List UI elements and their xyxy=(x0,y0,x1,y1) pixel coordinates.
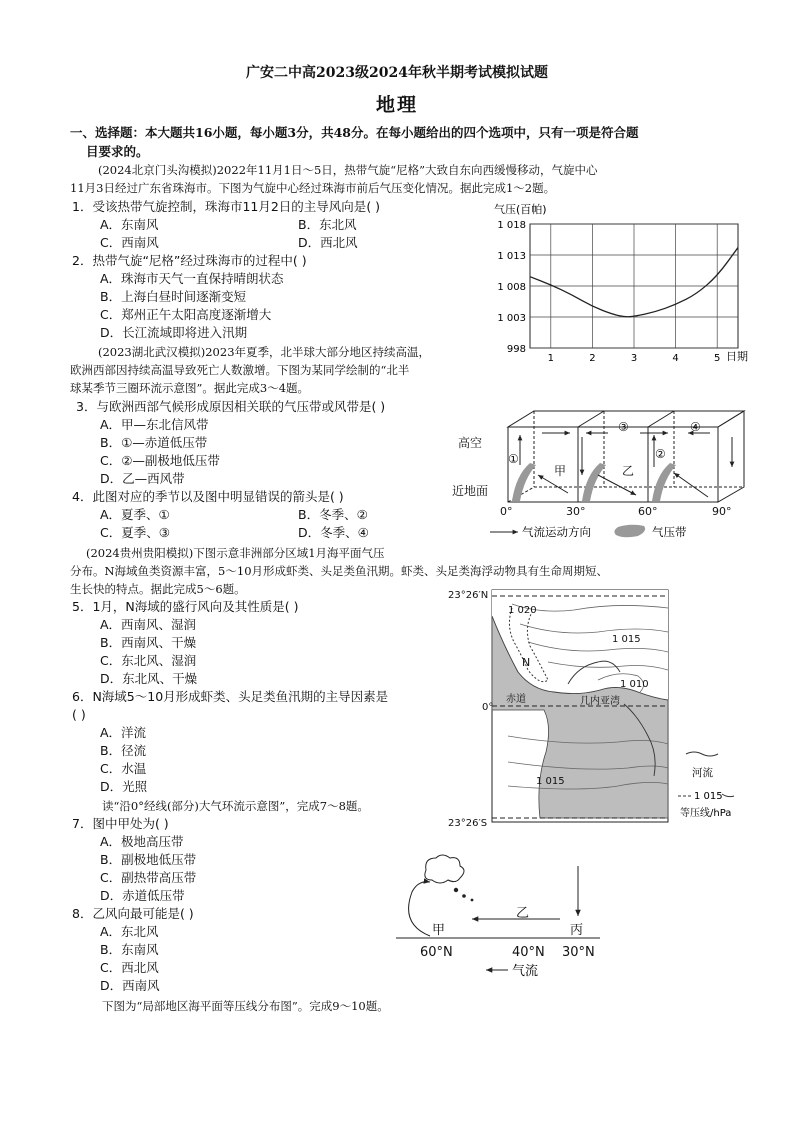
pressure-belts xyxy=(512,463,676,501)
africa-pressure-map xyxy=(448,586,748,832)
intro-1-line1: (2024北京门头沟模拟)2022年11月1日～5日，热带气旋“尼格”大致自东向西缓慢移动，气旋中心 xyxy=(98,163,598,177)
lat-label-90: 90° xyxy=(712,505,732,518)
legend-flow-text: 气流 xyxy=(512,964,539,979)
label-jia: 甲 xyxy=(432,923,446,938)
q8-option-c[interactable]: C．西北风 xyxy=(100,960,159,975)
section-heading-cont: 目要求的。 xyxy=(86,144,149,159)
q7-option-d[interactable]: D．赤道低压带 xyxy=(100,888,185,903)
chart-x-tick-label: 5 xyxy=(714,353,721,364)
legend-belt-swatch xyxy=(614,525,645,538)
intro-4-line1: 读“沿0°经线(部分)大气环流示意图”，完成7～8题。 xyxy=(102,799,369,813)
intro-3-line2: 分布。N海域鱼类资源丰富，5～10月形成虾类、头足类鱼汛期。虾类、头足类海浮动物具有生命周期短、 xyxy=(70,564,609,578)
intro-2-line3: 球某季节三圈环流示意图”。据此完成3～4题。 xyxy=(70,381,310,395)
question-6-paren: ( ) xyxy=(72,707,86,722)
q8-option-d[interactable]: D．西南风 xyxy=(100,978,160,993)
cloud-dots xyxy=(454,888,474,902)
intro-2-line2: 欧洲西部因持续高温导致死亡人数激增。下图为某同学绘制的“北半 xyxy=(70,363,410,377)
q6-option-a[interactable]: A．洋流 xyxy=(100,725,147,740)
label-yi: 乙 xyxy=(516,906,530,921)
q4-option-a[interactable]: A．夏季、① xyxy=(100,507,170,522)
intro-3-line1: (2024贵州贵阳模拟)下图示意非洲部分区域1月海平面气压 xyxy=(86,546,385,560)
chart-x-tick-label: 3 xyxy=(630,353,638,364)
lat-label-30: 30° xyxy=(566,505,586,518)
chart-grid xyxy=(530,224,738,348)
lat-label-tropic-south: 23°26′S xyxy=(448,818,488,829)
lat-label-60n: 60°N xyxy=(420,945,453,960)
rising-airflow-arrow xyxy=(409,882,430,936)
q3-option-d[interactable]: D．乙—西风带 xyxy=(100,471,185,486)
intro-3-line3: 生长快的特点。据此完成5～6题。 xyxy=(70,582,246,596)
question-5-stem: 5．1月，N海域的盛行风向及其性质是( ) xyxy=(72,599,299,614)
label-bing: 丙 xyxy=(570,923,584,938)
question-1-stem: 1．受该热带气旋控制，珠海市11月2日的主导风向是( ) xyxy=(72,199,381,214)
q2-option-c[interactable]: C．郑州正午太阳高度逐渐增大 xyxy=(100,307,272,322)
legend-isobar-tail xyxy=(722,794,734,797)
lat-label-30n: 30°N xyxy=(562,945,595,960)
question-3-stem: 3．与欧洲西部气候形成原因相关联的气压带或风带是( ) xyxy=(76,399,386,414)
q8-option-a[interactable]: A．东北风 xyxy=(100,924,159,939)
q5-option-d[interactable]: D．东北风、干燥 xyxy=(100,671,198,686)
question-6-stem: 6．N海域5～10月形成虾类、头足类鱼汛期的主导因素是 xyxy=(72,689,389,704)
q3-option-b[interactable]: B．①—赤道低压带 xyxy=(100,435,208,450)
q1-option-a[interactable]: A．东南风 xyxy=(100,217,159,232)
lat-label-0: 0° xyxy=(500,505,513,518)
chart-xlabel: 日期 xyxy=(726,350,748,363)
q2-option-b[interactable]: B．上海白昼时间逐渐变短 xyxy=(100,289,247,304)
q5-option-b[interactable]: B．西南风、干燥 xyxy=(100,635,197,650)
intro-5-line1: 下图为“局部地区海平面等压线分布图”。完成9～10题。 xyxy=(102,999,389,1013)
chart-y-tick-label: 1 008 xyxy=(497,282,526,293)
gulf-label: 几内亚湾 xyxy=(580,696,620,707)
circulation-diagram xyxy=(452,405,758,545)
label-high-altitude: 高空 xyxy=(458,436,483,450)
legend-river-symbol xyxy=(686,752,718,756)
q3-option-c[interactable]: C．②—副极地低压带 xyxy=(100,453,220,468)
question-7-stem: 7．图中甲处为( ) xyxy=(72,816,169,831)
q5-option-a[interactable]: A．西南风、湿润 xyxy=(100,617,197,632)
chart-y-tick-label: 1 018 xyxy=(497,220,526,231)
cloud-icon xyxy=(425,855,464,883)
isobar-label-1015-south: 1 015 xyxy=(536,776,565,787)
legend-isobar-value: 1 015 xyxy=(694,791,723,802)
legend-isobar-text: 等压线/hPa xyxy=(680,808,732,819)
intro-2-line1: (2023湖北武汉模拟)2023年夏季，北半球大部分地区持续高温， xyxy=(98,345,431,359)
circle-label-3: ③ xyxy=(618,420,629,434)
label-near-ground: 近地面 xyxy=(452,484,489,498)
q3-option-a[interactable]: A．甲—东北信风带 xyxy=(100,417,209,432)
chart-x-tick-label: 4 xyxy=(672,353,679,364)
circle-label-4: ④ xyxy=(690,420,701,434)
isobar-label-1020: 1 020 xyxy=(508,605,537,616)
q4-option-d[interactable]: D．冬季、④ xyxy=(298,525,369,540)
school-title: 广安二中高2023级2024年秋半期考试模拟试题 xyxy=(246,65,548,81)
question-2-stem: 2．热带气旋“尼格”经过珠海市的过程中( ) xyxy=(72,253,307,268)
q4-option-b[interactable]: B．冬季、② xyxy=(298,507,368,522)
q6-option-c[interactable]: C．水温 xyxy=(100,761,147,776)
chart-x-tick-label: 2 xyxy=(589,353,596,364)
q2-option-d[interactable]: D．长江流域即将进入汛期 xyxy=(100,325,248,340)
wind-label-jia: 甲 xyxy=(554,464,567,478)
q7-option-a[interactable]: A．极地高压带 xyxy=(100,834,184,849)
q2-option-a[interactable]: A．珠海市天气一直保持晴朗状态 xyxy=(100,271,284,286)
q8-option-b[interactable]: B．东南风 xyxy=(100,942,159,957)
chart-y-ticks xyxy=(497,220,526,355)
chart-y-tick-label: 1 013 xyxy=(497,251,526,262)
q7-option-b[interactable]: B．副极地低压带 xyxy=(100,852,197,867)
wind-label-yi: 乙 xyxy=(622,464,635,478)
meridian-circulation-diagram xyxy=(390,852,620,982)
isobar-label-1010: 1 010 xyxy=(620,679,649,690)
q6-option-d[interactable]: D．光照 xyxy=(100,779,148,794)
circle-label-2: ② xyxy=(655,447,666,461)
q4-option-c[interactable]: C．夏季、③ xyxy=(100,525,170,540)
q6-option-b[interactable]: B．径流 xyxy=(100,743,147,758)
legend-belt-text: 气压带 xyxy=(652,525,687,539)
lat-label-equator: 0° xyxy=(482,702,494,713)
question-8-stem: 8．乙风向最可能是( ) xyxy=(72,906,194,921)
q1-option-c[interactable]: C．西南风 xyxy=(100,235,159,250)
chart-y-tick-label: 1 003 xyxy=(497,313,526,324)
q5-option-c[interactable]: C．东北风、湿润 xyxy=(100,653,197,668)
q7-option-c[interactable]: C．副热带高压带 xyxy=(100,870,197,885)
pressure-chart xyxy=(490,198,760,368)
legend-flow-text: 气流运动方向 xyxy=(522,525,591,539)
point-n-label: N xyxy=(522,656,531,669)
subject-title: 地理 xyxy=(375,94,418,116)
q1-option-b[interactable]: B．东北风 xyxy=(298,217,357,232)
question-4-stem: 4．此图对应的季节以及图中明显错误的箭头是( ) xyxy=(72,489,344,504)
legend-river-text: 河流 xyxy=(692,767,713,779)
equator-label: 赤道 xyxy=(506,694,526,705)
chart-ylabel: 气压(百帕) xyxy=(494,203,547,216)
section-heading: 一、选择题：本大题共16小题，每小题3分，共48分。在每小题给出的四个选项中，只有一项是符合题 xyxy=(70,125,639,140)
lat-label-tropic-north: 23°26′N xyxy=(448,590,489,601)
isobar-label-1015-north: 1 015 xyxy=(612,634,641,645)
circle-label-1: ① xyxy=(508,452,519,466)
chart-y-tick-label: 998 xyxy=(506,344,526,355)
lat-label-40n: 40°N xyxy=(512,945,545,960)
chart-x-tick-label: 1 xyxy=(547,353,554,364)
q1-option-d[interactable]: D．西北风 xyxy=(298,235,358,250)
lat-label-60: 60° xyxy=(638,505,658,518)
chart-x-ticks xyxy=(548,353,721,364)
intro-1-line2: 11月3日经过广东省珠海市。下图为气旋中心经过珠海市前后气压变化情况。据此完成1～2题。 xyxy=(70,181,556,195)
